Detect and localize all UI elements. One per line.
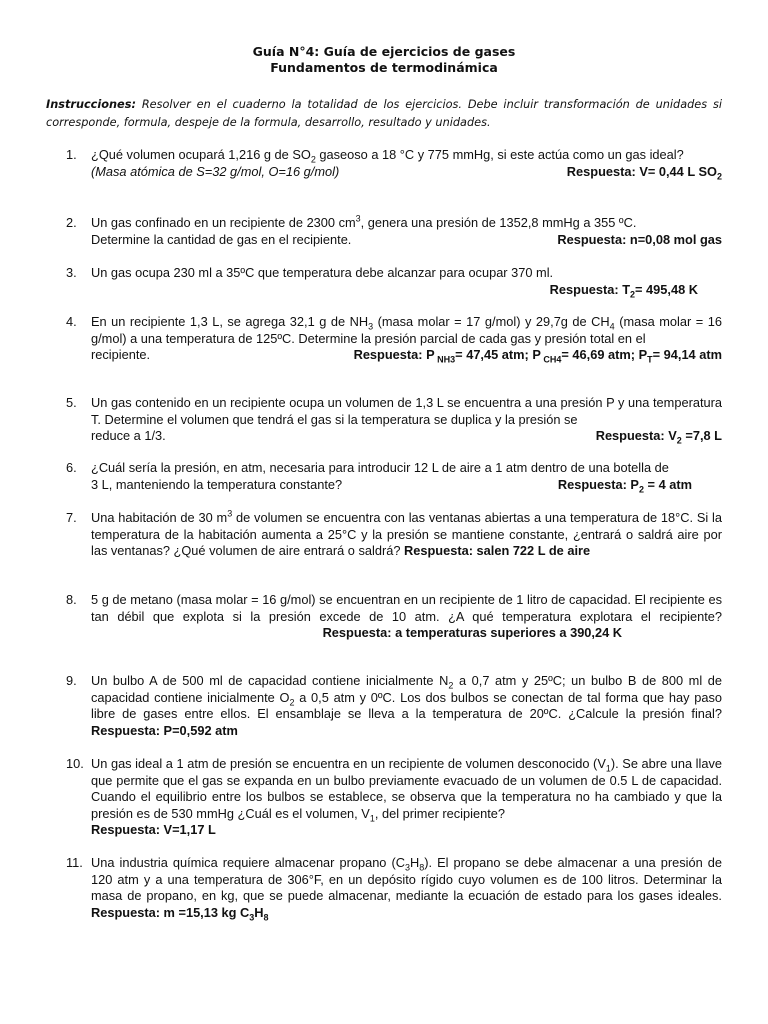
- exercise-number: 2.: [66, 215, 77, 230]
- exercise-8: [66, 592, 722, 642]
- exercise-text: En un recipiente 1,3 L, se agrega 32,1 g de NH: [91, 314, 369, 329]
- exercise-10: 10. Un gas ideal a 1 atm de presión se encuentra en un recipiente de volumen desconocido $(V_1)$. Se abre una llave que permite que el gas se expanda en un bulbo previamente evacuado de un volumen de 0.5 L de capacidad. Cuando el equilibrio entre los bulbos se establece, se observa que la temperatura no ha cambiado y que la presión es de 530 mmHg ¿Cuál es el volumen, $V_1$, del primer recipiente? Respuesta: V=1,17 L: [66, 756, 722, 837]
- exercise-text: Un gas ideal a 1 atm de presión se encuentra en un recipiente de volumen desconocido (V: [91, 756, 606, 771]
- superscript: 3: [355, 213, 361, 224]
- exercise-answer: Respuesta: P $_{NH3}$= 47,45 atm; P $_{CH4}$= 46,69 atm; $P_T= 94,14$ atm: [353, 347, 722, 365]
- exercise-text: ¿Qué volumen ocupará 1,216 g de SO: [91, 147, 311, 162]
- exercise-text: recipiente.: [91, 347, 151, 362]
- exercise-text: 3 L, manteniendo la temperatura constante?: [91, 476, 343, 492]
- exercise-text: recipiente?: [659, 608, 722, 624]
- exercise-text: Una industria química requiere almacenar propano (C: [91, 855, 405, 870]
- exercise-answer: Respuesta: a temperaturas superiores a 390,24 K: [322, 625, 623, 640]
- exercise-11: 11. Una industria química requiere almacenar propano $(C_3H_8)$. El propano se debe almacenar a una presión de 120 atm y a una temperatura de 306°F, en un depósito rígido cuyo volumen es de 100 litros. Determinar la masa de propano, en kg, que se puede almacenar, mediante la ecuación de estado para los gases ideales. Respuesta: m =15,13 kg $C_3H_8$: [66, 855, 722, 923]
- exercise-6: [66, 460, 722, 493]
- exercise-answer: Respuesta: n=0,08 mol gas: [557, 231, 722, 247]
- exercise-answer: Respuesta: salen 722 L de aire: [404, 543, 591, 558]
- exercise-text: 5 g de metano (masa molar = 16 g/mol) se encuentran en un recipiente de 1 litro de capacidad. El recipiente es tan débil que explota si la presión excede de 10 atm. ¿A qué temperatura explotara el: [91, 592, 722, 624]
- exercise-answer: Respuesta: $V_2 =7,8$ L: [595, 428, 722, 446]
- subscript: 2: [310, 154, 316, 165]
- exercise-answer: Respuesta: m =15,13 kg $C_3H_8$: [91, 904, 269, 923]
- exercise-number: 10.: [66, 756, 84, 771]
- exercise-number: 1.: [66, 147, 77, 162]
- exercise-number: 7.: [66, 510, 77, 525]
- exercise-answer: Respuesta: P=0,592 atm: [91, 722, 238, 738]
- exercise-9: 9. Un bulbo A de 500 ml de capacidad contiene inicialmente $N_2$ a 0,7 atm y 25ºC; un bulbo B de 800 ml de capacidad contiene inicialmente $O_2$ a 0,5 atm y 0ºC. Los dos bulbos se conectan de tal forma que hay paso libre de gases entre ellos. El ensamblaje se lleva a la temperatura de 20ºC. ¿Calcule la presión final? Respuesta: P=0,592 atm: [66, 673, 723, 738]
- exercise-number: 5.: [66, 395, 77, 410]
- exercise-7: 7. Una habitación de 30 $m^3$ de volumen se encuentra con las ventanas abiertas a una temperatura de 18°C. Si la temperatura de la habitación aumenta a 25°C y la presión se mantiene constante, ¿entrará o saldrá aire por las ventanas? ¿Qué volumen de aire entrará o saldrá? Respuesta: salen 722 L de aire: [66, 508, 722, 558]
- instructions: [46, 96, 722, 132]
- exercise-answer: Respuesta: $P_2 = 4$ atm: [557, 476, 692, 495]
- document-subtitle: Fundamentos de termodinámica: [270, 60, 498, 75]
- instructions-label: Instrucciones:: [46, 98, 136, 111]
- document-title: Guía N°4: Guía de ejercicios de gases: [252, 44, 516, 59]
- exercise-answer: Respuesta: V= 0,44 L $SO_2$: [566, 163, 722, 182]
- exercise-1-line2: [66, 164, 722, 181]
- exercise-5: [66, 395, 722, 445]
- exercise-number: 3.: [66, 265, 77, 280]
- exercise-number: 6.: [66, 460, 77, 475]
- exercise-3: [66, 265, 722, 298]
- exercise-number: 8.: [66, 592, 77, 607]
- exercise-hint: (Masa atómica de S=32 g/mol, O=16 g/mol): [91, 163, 340, 179]
- exercise-text: Un gas ocupa 230 ml a 35ºC que temperatura debe alcanzar para ocupar 370 ml.: [91, 265, 554, 280]
- exercise-text: ¿Cuál sería la presión, en atm, necesaria para introducir 12 L de aire a 1 atm dentro de una botella de: [91, 460, 669, 475]
- exercise-answer: Respuesta: V=1,17 L: [91, 822, 216, 837]
- exercise-text: Determine la cantidad de gas en el recipiente.: [91, 231, 352, 247]
- instructions-text: Resolver en el cuaderno la totalidad de los ejercicios. Debe incluir transformación de unidades si corresponde, formula, despeje de la formula, desarrollo, resultado y unidades.: [46, 98, 723, 129]
- exercise-answer: Respuesta: $T_2= 495,48$ K: [549, 281, 698, 300]
- exercise-text: Un gas contenido en un recipiente ocupa un volumen de 1,3 L se encuentra a una presión P y una temperatura T. Determine el volumen que tendrá el gas si la temperatura se duplica y la presión se: [91, 395, 722, 427]
- exercise-number: 4.: [66, 314, 77, 329]
- exercise-2: [66, 215, 722, 248]
- exercise-number: 9.: [66, 673, 77, 688]
- exercise-text: Un gas confinado en un recipiente de 2300 cm: [91, 215, 356, 230]
- exercise-text: reduce a 1/3.: [91, 428, 166, 443]
- exercise-text: gaseoso a 18 °C y 775 mmHg, si este actúa como un gas ideal?: [315, 147, 684, 162]
- exercise-4: 4. En un recipiente 1,3 L, se agrega 32,1 g de $NH_3$ (masa molar = 17 g/mol) y 29,7g de $CH_4$ (masa molar = 16 g/mol) a una temperatura de 125ºC. Determine la presión parcial de cada gas y presión total en el recipiente. Respuesta: P $_{NH3}$= 47,45 atm; P $_{CH4}$= 46,69 atm; $P_T= 94,14$ atm: [66, 314, 723, 365]
- exercise-text: , genera una presión de 1352,8 mmHg a 355 ºC.: [360, 215, 637, 230]
- exercise-number: 11.: [66, 855, 83, 870]
- exercise-text: Una habitación de 30 m: [91, 510, 228, 525]
- exercise-text: Un bulbo A de 500 ml de capacidad contiene inicialmente N: [91, 673, 449, 688]
